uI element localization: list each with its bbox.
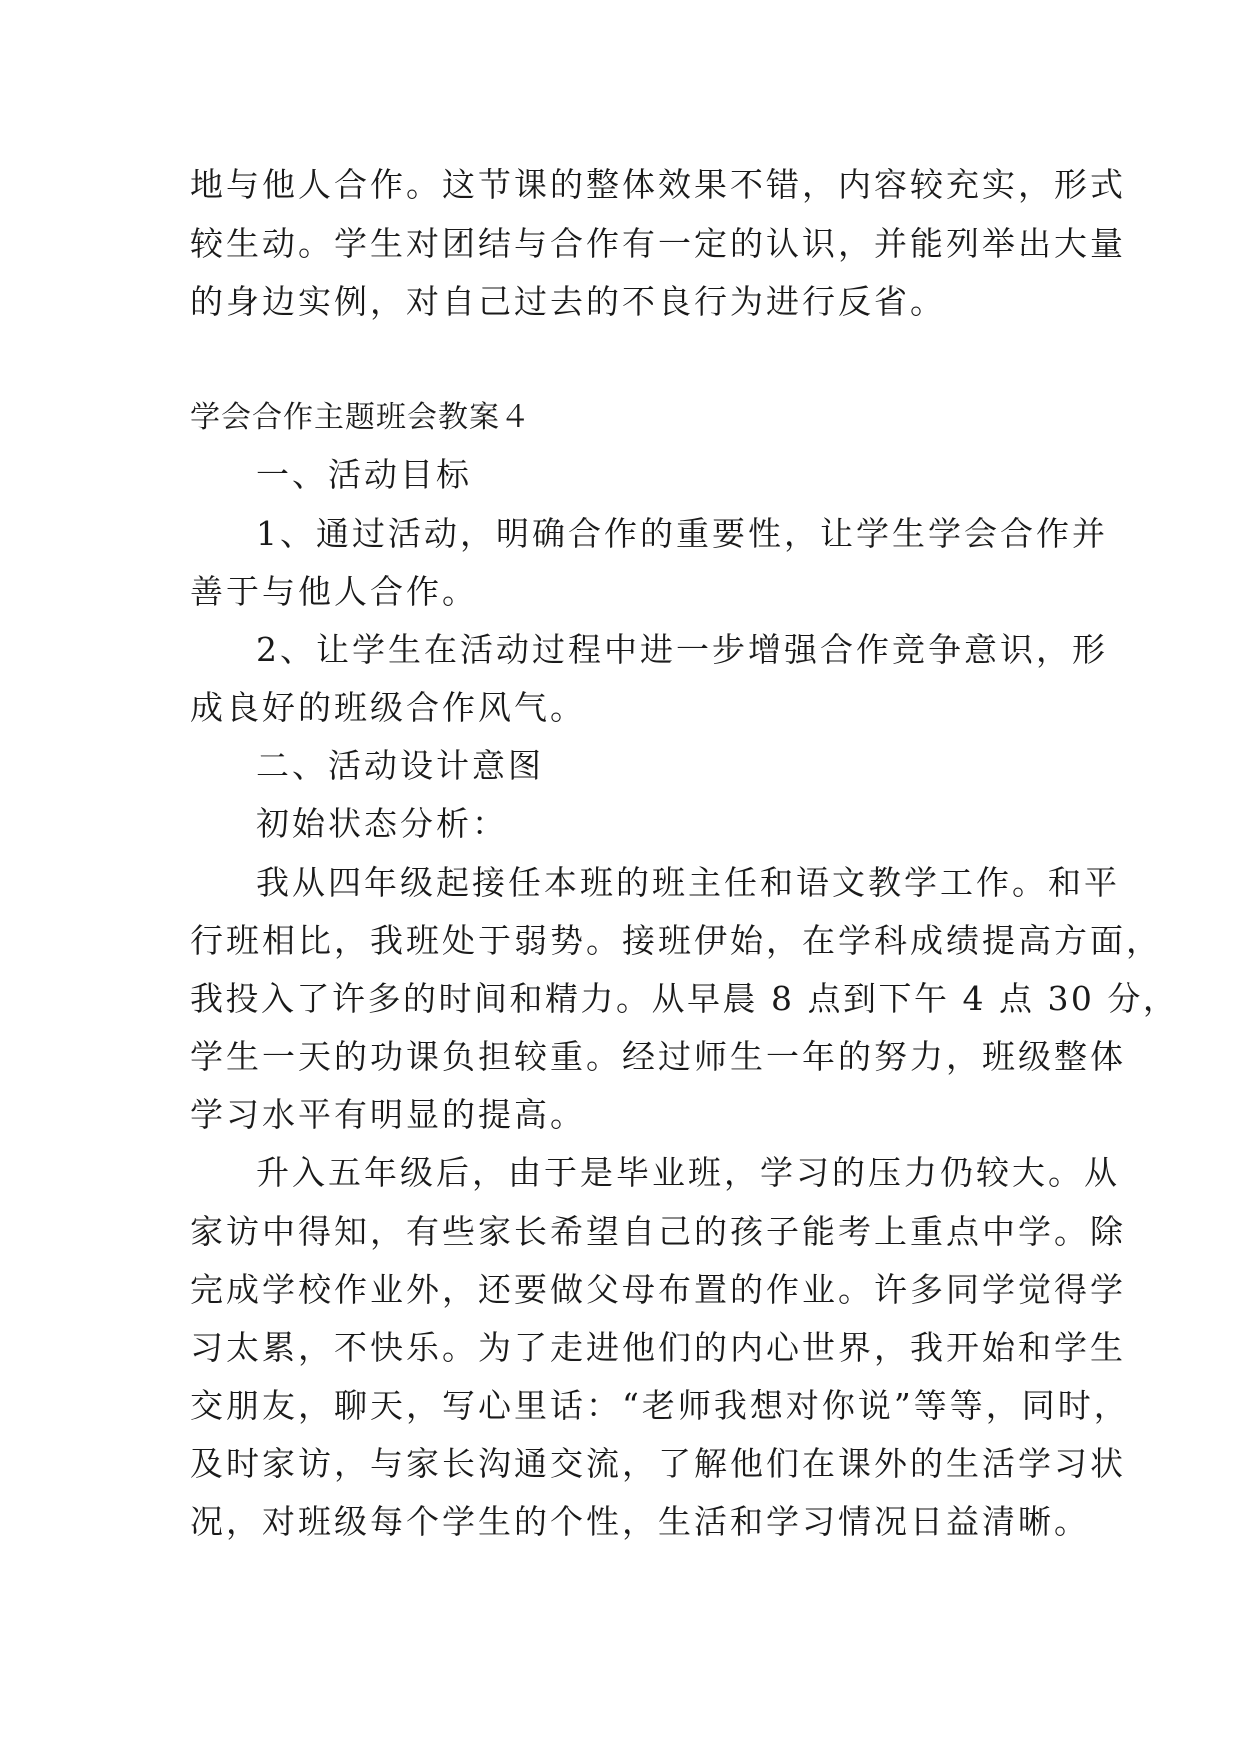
para-2-line-2: 家访中得知，有些家长希望自己的孩子能考上重点中学。除 <box>190 1212 1126 1251</box>
para-2-line-1: 升入五年级后，由于是毕业班，学习的压力仍较大。从 <box>256 1153 1120 1192</box>
goal-2-line-1: 2、让学生在活动过程中进一步增强合作竞争意识，形 <box>256 630 1108 669</box>
para-1-line-3: 我投入了许多的时间和精力。从早晨 8 点到下午 4 点 30 分， <box>190 979 1179 1018</box>
section-title: 学会合作主题班会教案４ <box>190 400 531 435</box>
para-1-line-2: 行班相比，我班处于弱势。接班伊始，在学科成绩提高方面， <box>190 921 1162 960</box>
goal-2-line-2: 成良好的班级合作风气。 <box>190 688 586 727</box>
para-1-line-4: 学生一天的功课负担较重。经过师生一年的努力，班级整体 <box>190 1037 1126 1076</box>
goal-1-line-1: 1、通过活动，明确合作的重要性，让学生学会合作并 <box>256 514 1108 553</box>
intro-line-3: 的身边实例，对自己过去的不良行为进行反省。 <box>190 282 946 321</box>
para-2-line-6: 及时家访，与家长沟通交流，了解他们在课外的生活学习状 <box>190 1444 1126 1483</box>
heading-design: 二、活动设计意图 <box>256 746 544 785</box>
para-2-line-7: 况，对班级每个学生的个性，生活和学习情况日益清晰。 <box>190 1502 1090 1541</box>
heading-goals: 一、活动目标 <box>256 455 472 494</box>
para-2-line-5: 交朋友，聊天，写心里话：“老师我想对你说”等等，同时， <box>190 1386 1130 1425</box>
para-1-line-5: 学习水平有明显的提高。 <box>190 1095 586 1134</box>
subheading-analysis: 初始状态分析： <box>256 804 508 843</box>
intro-line-2: 较生动。学生对团结与合作有一定的认识，并能列举出大量 <box>190 224 1126 263</box>
intro-line-1: 地与他人合作。这节课的整体效果不错，内容较充实，形式 <box>190 165 1126 204</box>
goal-1-line-2: 善于与他人合作。 <box>190 572 478 611</box>
para-2-line-3: 完成学校作业外，还要做父母布置的作业。许多同学觉得学 <box>190 1270 1126 1309</box>
para-2-line-4: 习太累，不快乐。为了走进他们的内心世界，我开始和学生 <box>190 1328 1126 1367</box>
para-1-line-1: 我从四年级起接任本班的班主任和语文教学工作。和平 <box>256 863 1120 902</box>
